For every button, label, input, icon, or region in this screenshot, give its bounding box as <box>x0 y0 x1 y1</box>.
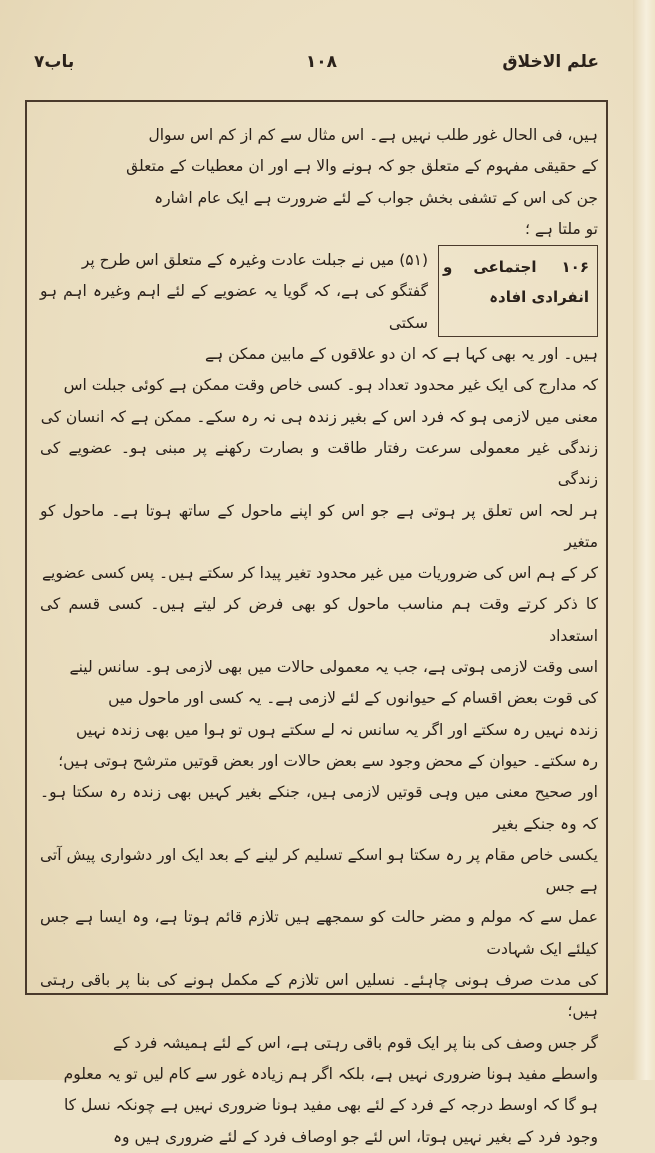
text-line: ہو گا کہ اوسط درجہ کے فرد کے لئے بھی مفید ہونا ضروری نہیں ہے چونکہ نسل کا <box>63 1096 598 1115</box>
text-line: یکسی خاص مقام پر رہ سکتا ہو اسکے تسلیم کر لینے کے بعد ایک اور دشواری پیش آتی ہے جس <box>40 845 598 896</box>
text-line: زندگی غیر معمولی سرعت رفتار طاقت و بصارت رکھنے پر مبنی ہو۔ عضویے کی زندگی <box>40 438 598 489</box>
text-line: واسطے مفید ہونا ضروری نہیں ہے، بلکہ اگر ہم زیادہ غور سے کام لیں تو یہ معلوم <box>63 1064 598 1083</box>
text-line: ہر لحہ اس تعلق پر ہوتی ہے جو اس کو اپنے ماحول کے ساتھ ہوتا ہے۔ ماحول کو متغیر <box>40 501 598 551</box>
text-line: ہیں۔ اور یہ بھی کہا ہے کہ ان دو علاقوں کے مابین ممکن ہے <box>205 345 598 364</box>
running-header <box>34 52 599 90</box>
text-line: کہ مدارج کی ایک غیر محدود تعداد ہو۔ کسی خاص وقت ممکن ہے کوئی جبلت اس <box>63 376 598 395</box>
text-line: معنی میں لازمی ہو کہ فرد اس کے بغیر زندہ ہی نہ رہ سکے۔ ممکن ہے کہ انسان کی <box>40 407 598 426</box>
text-line: تو ملتا ہے ؛ <box>524 219 598 238</box>
text-line: عمل سے کہ مولم و مضر حالت کو سمجھے ہیں تلازم قائم ہوتا ہے، وہ ایسا ہے جس کیلئے ایک شہادت <box>40 908 598 958</box>
text-line: اور صحیح معنی میں وہی قوتیں لازمی ہیں، جنکے بغیر کہیں بھی زندہ رہ سکتا ہو۔ کہ وہ جنکے بغیر <box>40 783 598 833</box>
text-line: رہ سکتے۔ حیوان کے محض وجود سے بعض حالات اور بعض قوتیں مترشح ہوتی ہیں؛ <box>58 751 598 770</box>
text-line: (۵۱) میں نے جبلت عادت وغیرہ کے متعلق اس طرح پر <box>81 251 428 270</box>
chapter-label: باب۷ <box>34 52 75 72</box>
text-line: وجود فرد کے بغیر نہیں ہوتا، اس لئے جو اوصاف فرد کے لئے ضروری ہیں وہ <box>112 1127 598 1146</box>
text-line: کا ذکر کرتے وقت ہم مناسب ماحول کو بھی فرض کر لیتے ہیں۔ کسی قسم کی استعداد <box>40 595 598 645</box>
page-edge <box>633 0 655 1080</box>
text-line: کی مدت صرف ہونی چاہئے۔ نسلیں اس تلازم کے مکمل ہونے کی بنا پر باقی رہتی ہیں؛ <box>40 971 598 1021</box>
text-line: جن کی اس کے تشفی بخش جواب کے لئے ضرورت ہے ایک عام اشارہ <box>154 188 598 207</box>
text-line: گفتگو کی ہے، کہ گویا یہ عضویے کے لئے اہم وغیرہ اہم ہو سکتی <box>40 282 428 332</box>
text-line: گر جس وصف کی بنا پر ایک قوم باقی رہتی ہے، اس کے لئے ہمیشہ فرد کے <box>112 1033 598 1052</box>
page-number: ۱۰۸ <box>305 52 337 72</box>
text-line: کے حقیقی مفہوم کے متعلق جو کہ ہونے والا ہے اور ان معطیات کے متعلق <box>126 157 598 176</box>
page-body <box>40 120 598 1153</box>
text-line: اسی وقت لازمی ہوتی ہے، جب یہ معمولی حالات میں بھی لازمی ہو۔ سانس لینے <box>69 658 598 677</box>
text-line: کی قوت بعض اقسام کے حیوانوں کے لئے لازمی ہے۔ یہ کسی اور ماحول میں <box>108 689 598 708</box>
section-heading: اجتماعی و انفرادی افادہ <box>443 258 589 307</box>
text-line: ہیں، فی الحال غور طلب نہیں ہے۔ اس مثال سے کم از کم اس سوال <box>148 126 598 144</box>
book-title: علم الاخلاق <box>502 52 599 72</box>
section-number: ۱۰۶ <box>561 258 589 277</box>
text-line: کر کے ہم اس کی ضروریات میں غیر محدود تغیر پیدا کر سکتے ہیں۔ پس کسی عضویے <box>41 564 598 583</box>
intro-paragraph <box>40 120 598 245</box>
section-heading-box <box>438 245 598 337</box>
text-line: زندہ نہیں رہ سکتے اور اگر یہ سانس نہ لے سکتے ہوں تو ہوا میں بھی زندہ نہیں <box>76 720 598 739</box>
body-paragraph <box>40 370 598 1152</box>
